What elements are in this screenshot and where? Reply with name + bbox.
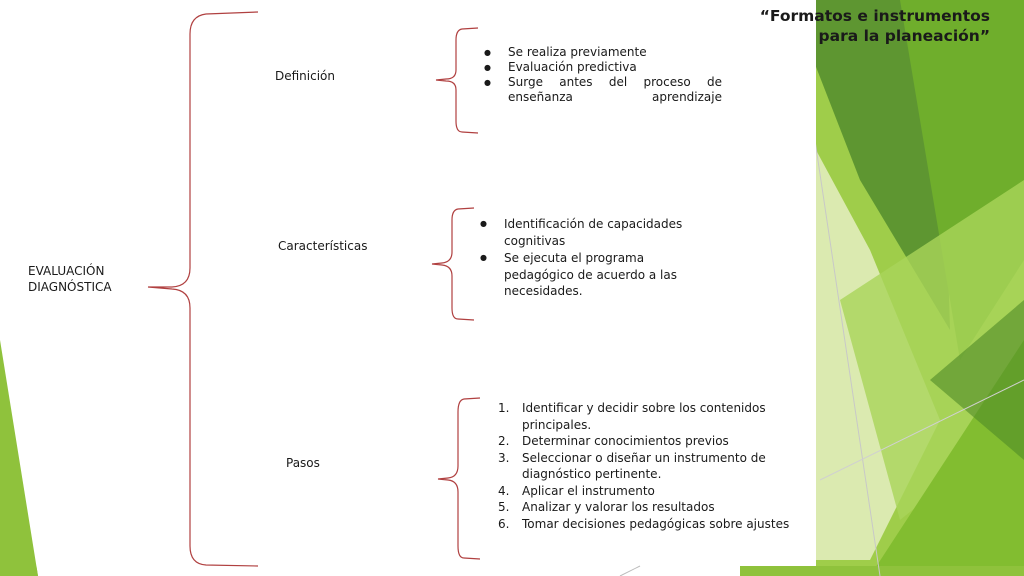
- panel-bottom-line: [620, 566, 640, 576]
- list-item: [498, 400, 808, 433]
- caracteristicas-list: [478, 216, 708, 301]
- list-item: ● Se realiza previamente: [482, 45, 722, 60]
- list-item: [498, 433, 808, 450]
- title-line-2: para la planeación”: [818, 27, 990, 45]
- step-text: Aplicar el instrumento: [522, 483, 655, 498]
- step-number: 6.: [498, 516, 510, 531]
- step-text: Analizar y valorar los resultados: [522, 500, 715, 514]
- definicion-list: [482, 45, 722, 105]
- step-number: 1.: [498, 401, 510, 415]
- root-line-1: EVALUACIÓN: [28, 264, 105, 278]
- step-number: 3.: [498, 450, 510, 465]
- list-item: [498, 516, 808, 533]
- step-text: Tomar decisiones pedagógicas sobre ajustes: [522, 516, 790, 531]
- step-text: Seleccionar o diseñar un instrumento de diagnóstico pertinente.: [522, 450, 766, 481]
- step-number: 5.: [498, 500, 510, 514]
- step-text: Determinar conocimientos previos: [522, 434, 729, 448]
- list-item: ● Evaluación predictiva: [482, 60, 722, 75]
- pasos-list: [498, 400, 808, 532]
- list-item: [498, 499, 808, 516]
- root-line-2: DIAGNÓSTICA: [28, 280, 112, 294]
- list-item: [498, 483, 808, 500]
- root-node: [28, 263, 112, 295]
- label-caracteristicas: Características: [278, 239, 368, 253]
- step-number: 2.: [498, 434, 510, 448]
- list-item: [482, 75, 722, 105]
- label-pasos: Pasos: [286, 456, 320, 470]
- list-item: [498, 450, 808, 483]
- step-text: Identificar y decidir sobre los contenidos principales.: [522, 401, 766, 432]
- list-item-text: ● Surge antes del proceso de enseñanza aprendizaje: [508, 75, 722, 104]
- list-item: ● Identificación de capacidades cognitivas: [478, 216, 708, 249]
- list-item: ● Se ejecuta el programa pedagógico de acuerdo a las necesidades.: [478, 250, 708, 300]
- step-number: 4.: [498, 483, 510, 498]
- label-definicion: Definición: [275, 69, 335, 83]
- title-line-1: “Formatos e instrumentos: [759, 7, 990, 25]
- slide-title: [760, 6, 990, 46]
- bottom-green-strip: [740, 566, 1024, 576]
